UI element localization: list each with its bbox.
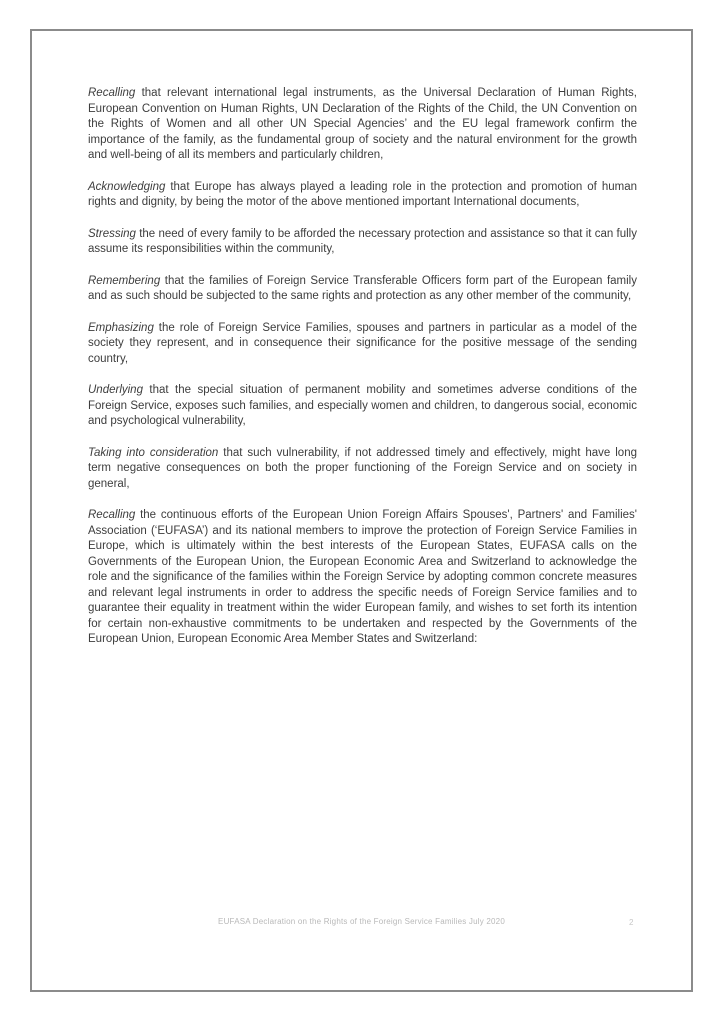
paragraph-stressing (88, 227, 637, 258)
paragraph-lead-word: Remembering (88, 274, 161, 287)
paragraph-lead-word: Recalling (88, 87, 136, 99)
paragraph-lead-word: Underlying (88, 384, 143, 396)
paragraph-lead-word: Acknowledging (88, 180, 166, 193)
footer-title: EUFASA Declaration on the Rights of the Foreign Service Families July 2020 (218, 917, 505, 926)
paragraph-text: the continuous efforts of the European Union Foreign Affairs Spouses', Partners' and Families' Association (‘EUFASA’) and its national members to improve the protection of Foreign Service Families in Europe, which is ultimately within the best interests of the European States, EUFASA calls on the Governments of the European Union, the European Economic Area and Switzerland to acknowledge the role and the significance of the families within the Foreign Service by adopting common concrete measures and relevant legal instruments in order to address the specific needs of Foreign Service families and to guarantee their equality in treatment within the wider European family, and wishes to set forth its intention for certain non-exhaustive commitments to be undertaken and respected by the Governments of the European Union, European Economic Area Member States and Switzerland: (88, 509, 637, 645)
paragraph-lead-word: Taking into consideration (88, 446, 219, 459)
page-number: 2 (629, 918, 634, 927)
paragraph-acknowledging (88, 180, 637, 211)
paragraph-text: that the special situation of permanent mobility and sometimes adverse conditions of the Foreign Service, exposes such families, and especially women and children, to dangerous social, economic and psychological vulnerability, (88, 384, 637, 427)
paragraph-remembering (88, 274, 637, 305)
paragraph-emphasizing (88, 321, 637, 368)
paragraph-recalling-instruments (88, 86, 637, 164)
paragraph-text: the need of every family to be afforded the necessary protection and assistance so that it can fully assume its responsibilities within the community, (88, 227, 637, 255)
paragraph-text: that relevant international legal instruments, as the Universal Declaration of Human Rights, European Convention on Human Rights, UN Declaration of the Rights of the Child, the UN Convention on the Rights of Women and all other UN Special Agencies’ and the EU legal framework confirm the importance of the family, as the fundamental group of society and the natural environment for the growth and well-being of all its members and particularly children, (88, 87, 637, 161)
paragraph-lead-word: Recalling (88, 509, 136, 521)
paragraph-text: that the families of Foreign Service Transferable Officers form part of the European family and as such should be subjected to the same rights and protection as any other member of the community, (88, 274, 637, 302)
document-body (88, 86, 637, 648)
paragraph-text: that such vulnerability, if not addressed timely and effectively, might have long term negative consequences on both the proper functioning of the Foreign Service and on society in general, (88, 446, 637, 490)
paragraph-recalling-eufasa (88, 508, 637, 648)
paragraph-lead-word: Stressing (88, 227, 136, 240)
paragraph-underlying (88, 383, 637, 430)
paragraph-lead-word: Emphasizing (88, 321, 154, 334)
page-footer (0, 917, 723, 926)
paragraph-text: the role of Foreign Service Families, spouses and partners in particular as a model of the society they represent, and in consequence their significance for the positive message of the sending country, (88, 321, 637, 365)
paragraph-taking-into-consideration (88, 446, 637, 493)
paragraph-text: that Europe has always played a leading role in the protection and promotion of human rights and dignity, by being the motor of the above mentioned important International documents, (88, 180, 637, 208)
